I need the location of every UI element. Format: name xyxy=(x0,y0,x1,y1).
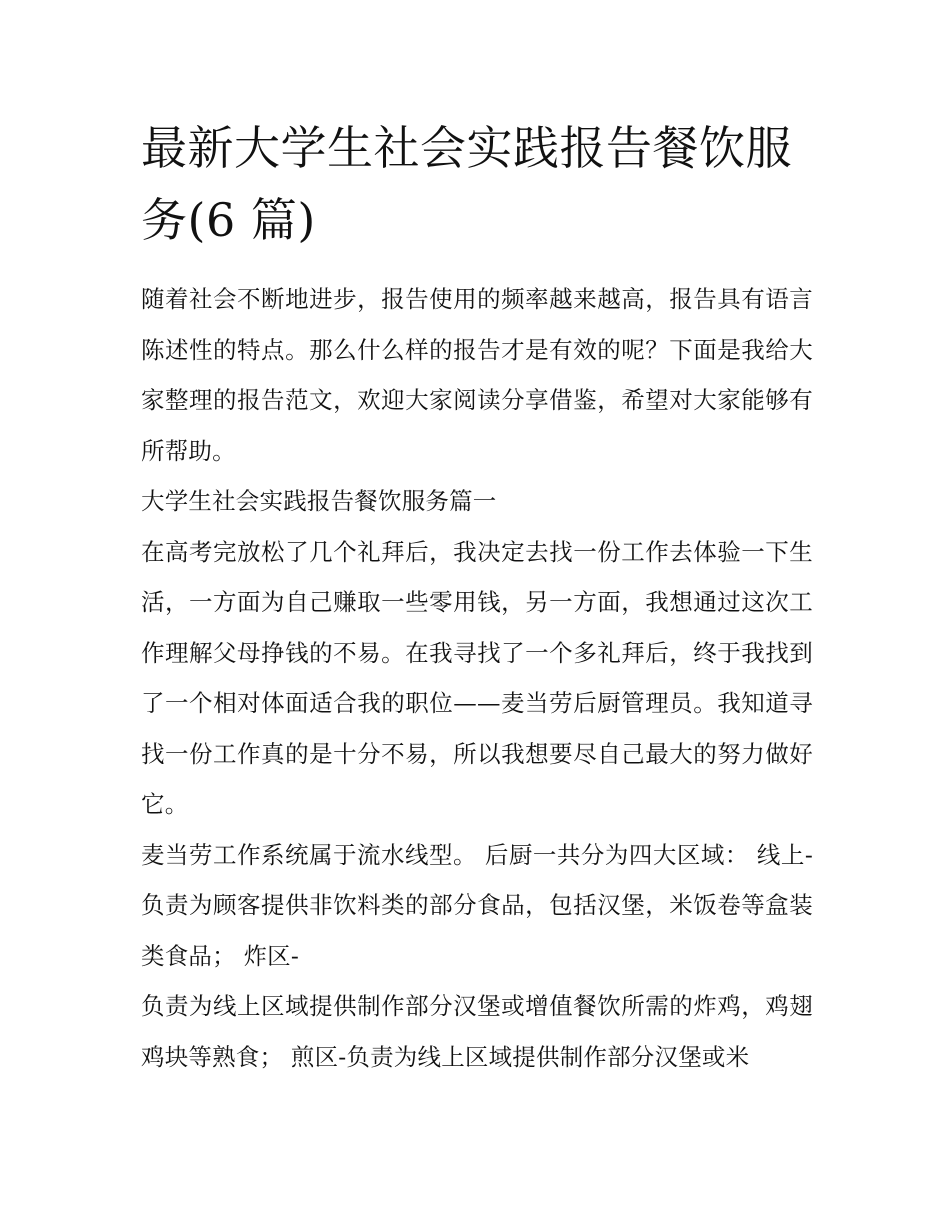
section-heading: 大学生社会实践报告餐饮服务篇一 xyxy=(141,487,497,515)
body-paragraph: 麦当劳工作系统属于流水线型。 后厨一共分为四大区域： 线上-负责为顾客提供非饮料类的部分食品，包括汉堡，米饭卷等盒装类食品； 炸区- xyxy=(141,840,813,970)
body-paragraph: 在高考完放松了几个礼拜后，我决定去找一份工作去体验一下生活，一方面为自己赚取一些零用钱，另一方面，我想通过这次工作理解父母挣钱的不易。在我寻找了一个多礼拜后，终于我找到了一个相对体面适合我的职位——麦当劳后厨管理员。我知道寻找一份工作真的是十分不易，所以我想要尽自己最大的努力做好它。 xyxy=(141,537,813,818)
document-title: 最新大学生社会实践报告餐饮服务(6 篇) xyxy=(141,121,792,247)
document-body xyxy=(141,274,813,1082)
document-content xyxy=(141,112,813,1082)
intro-paragraph: 随着社会不断地进步，报告使用的频率越来越高，报告具有语言陈述性的特点。那么什么样的报告才是有效的呢？下面是我给大家整理的报告范文，欢迎大家阅读分享借鉴，希望对大家能够有所帮助。 xyxy=(141,285,813,465)
body-paragraph: 负责为线上区域提供制作部分汉堡或增值餐饮所需的炸鸡，鸡翅鸡块等熟食； 煎区-负责为线上区域提供制作部分汉堡或米 xyxy=(141,992,813,1071)
